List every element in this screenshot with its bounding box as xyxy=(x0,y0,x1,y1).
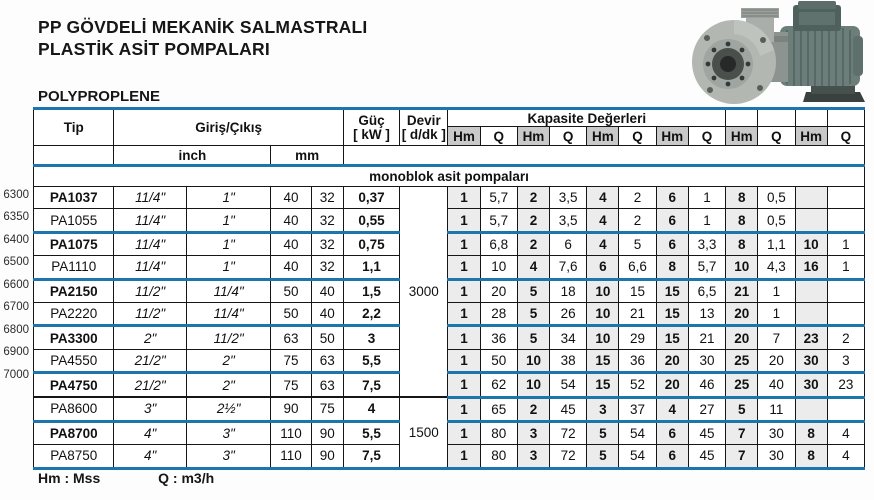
cell-hm: 20 xyxy=(726,302,758,325)
pump-table-body xyxy=(34,187,865,469)
cell-hm: 5 xyxy=(517,279,549,302)
table-row xyxy=(34,232,865,255)
cell-inlet-inch: 11/2" xyxy=(114,302,186,325)
cell-hm: 15 xyxy=(587,373,619,397)
cell-outlet-mm: 32 xyxy=(311,232,343,255)
cell-hm: 8 xyxy=(726,232,758,255)
cell-q: 45 xyxy=(688,445,725,468)
cell-outlet-inch: 3" xyxy=(186,445,270,468)
cell-outlet-mm: 63 xyxy=(311,373,343,397)
cell-q: 5,7 xyxy=(480,209,517,232)
cell-q xyxy=(827,397,864,421)
cell-model: PA8750 xyxy=(34,445,114,468)
cell-q: 62 xyxy=(480,373,517,397)
cell-q: 2 xyxy=(619,209,656,232)
section-header-monoblock: monoblok asit pompaları xyxy=(34,166,865,187)
cell-hm: 6 xyxy=(587,256,619,279)
cell-outlet-inch: 1" xyxy=(186,187,270,209)
cell-model: PA2150 xyxy=(34,279,114,302)
cell-q: 5,7 xyxy=(480,187,517,209)
cell-hm: 1 xyxy=(448,445,480,468)
cell-hm: 20 xyxy=(726,326,758,349)
cell-q xyxy=(827,302,864,325)
cell-q: 38 xyxy=(550,349,587,372)
cell-hm: 2 xyxy=(517,232,549,255)
page-title-line2: PLASTİK ASİT POMPALARI xyxy=(38,39,270,59)
cell-power-kw: 0,55 xyxy=(343,209,399,232)
q-legend: Q : m3/h xyxy=(158,470,215,486)
cell-hm: 1 xyxy=(448,349,480,372)
pump-spec-table xyxy=(33,107,865,470)
cell-q: 50 xyxy=(480,349,517,372)
page-title-line1: PP GÖVDELİ MEKANİK SALMASTRALI xyxy=(38,17,368,37)
cell-hm: 2 xyxy=(517,397,549,421)
cell-outlet-inch: 11/2" xyxy=(186,326,270,349)
cell-q xyxy=(827,279,864,302)
cell-hm: 3 xyxy=(587,397,619,421)
cell-hm: 1 xyxy=(448,232,480,255)
header-spacer xyxy=(758,109,795,127)
cell-hm xyxy=(795,187,827,209)
cell-hm: 4 xyxy=(517,256,549,279)
cell-q: 21 xyxy=(619,302,656,325)
cell-q: 80 xyxy=(480,445,517,468)
cell-hm: 4 xyxy=(587,232,619,255)
cell-hm: 21 xyxy=(726,279,758,302)
header-mm: mm xyxy=(271,146,343,166)
cell-hm: 15 xyxy=(656,279,688,302)
header-hm: Hm xyxy=(448,127,480,146)
cell-hm: 10 xyxy=(795,232,827,255)
cell-q: 3,3 xyxy=(688,232,725,255)
cell-hm: 5 xyxy=(517,302,549,325)
cell-model: PA8600 xyxy=(34,397,114,421)
header-q: Q xyxy=(758,127,795,146)
table-row xyxy=(34,256,865,279)
cell-inlet-mm: 50 xyxy=(271,302,311,325)
cell-outlet-mm: 90 xyxy=(311,445,343,468)
cell-hm: 4 xyxy=(587,209,619,232)
header-power-label: Güç xyxy=(358,112,385,128)
table-row xyxy=(34,302,865,325)
cell-model: PA3300 xyxy=(34,326,114,349)
cell-inlet-mm: 90 xyxy=(271,397,311,421)
cell-q: 4,3 xyxy=(758,256,795,279)
header-inch: inch xyxy=(114,146,271,166)
cell-q: 1 xyxy=(827,232,864,255)
cell-power-kw: 7,5 xyxy=(343,373,399,397)
cell-q: 54 xyxy=(619,445,656,468)
cell-power-kw: 5,5 xyxy=(343,421,399,444)
cell-inlet-inch: 4" xyxy=(114,421,186,444)
header-q: Q xyxy=(550,127,587,146)
cell-q: 30 xyxy=(688,349,725,372)
cell-outlet-mm: 32 xyxy=(311,187,343,209)
cell-hm: 30 xyxy=(795,349,827,372)
cell-model: PA1110 xyxy=(34,256,114,279)
cell-q: 3 xyxy=(827,349,864,372)
header-hm: Hm xyxy=(517,127,549,146)
cell-hm xyxy=(795,279,827,302)
pump-photo-illustration xyxy=(690,0,874,106)
cell-hm: 10 xyxy=(517,349,549,372)
cell-rpm: 3000 xyxy=(400,187,448,398)
cell-power-kw: 3 xyxy=(343,326,399,349)
cell-inlet-mm: 40 xyxy=(271,232,311,255)
cell-q: 1 xyxy=(827,256,864,279)
hm-legend: Hm : Mss xyxy=(38,470,101,486)
cell-hm: 10 xyxy=(587,326,619,349)
cell-outlet-mm: 75 xyxy=(311,397,343,421)
header-hm: Hm xyxy=(656,127,688,146)
row-number: 6700 xyxy=(3,301,29,314)
cell-hm: 5 xyxy=(517,326,549,349)
cell-q: 30 xyxy=(758,421,795,444)
header-q: Q xyxy=(619,127,656,146)
header-hm: Hm xyxy=(726,127,758,146)
cell-inlet-inch: 11/4" xyxy=(114,187,186,209)
cell-outlet-mm: 40 xyxy=(311,302,343,325)
cell-q: 45 xyxy=(550,397,587,421)
header-rpm xyxy=(400,109,448,146)
header-q: Q xyxy=(688,127,725,146)
cell-inlet-inch: 21/2" xyxy=(114,349,186,372)
row-number: 6300 xyxy=(3,189,29,201)
cell-outlet-inch: 2" xyxy=(186,349,270,372)
cell-inlet-inch: 4" xyxy=(114,445,186,468)
cell-outlet-mm: 50 xyxy=(311,326,343,349)
header-hm: Hm xyxy=(795,127,827,146)
cell-hm: 5 xyxy=(587,445,619,468)
cell-inlet-mm: 75 xyxy=(271,349,311,372)
cell-hm: 2 xyxy=(517,187,549,209)
cell-outlet-mm: 63 xyxy=(311,349,343,372)
cell-hm: 16 xyxy=(795,256,827,279)
header-inlet-outlet: Giriş/Çıkış xyxy=(114,109,343,146)
cell-hm: 10 xyxy=(587,302,619,325)
cell-q: 23 xyxy=(827,373,864,397)
cell-model: PA1055 xyxy=(34,209,114,232)
footer-legend xyxy=(38,470,268,486)
cell-hm: 1 xyxy=(448,209,480,232)
cell-power-kw: 0,37 xyxy=(343,187,399,209)
cell-inlet-inch: 11/2" xyxy=(114,279,186,302)
cell-outlet-inch: 1" xyxy=(186,209,270,232)
cell-q: 72 xyxy=(550,445,587,468)
cell-inlet-inch: 11/4" xyxy=(114,209,186,232)
cell-q: 2 xyxy=(827,326,864,349)
cell-inlet-mm: 40 xyxy=(271,187,311,209)
cell-q: 20 xyxy=(758,349,795,372)
cell-hm: 20 xyxy=(656,373,688,397)
cell-q: 37 xyxy=(619,397,656,421)
page-title xyxy=(38,16,508,60)
cell-hm: 15 xyxy=(656,302,688,325)
cell-power-kw: 2,2 xyxy=(343,302,399,325)
cell-inlet-mm: 50 xyxy=(271,279,311,302)
cell-hm: 3 xyxy=(517,421,549,444)
cell-q: 18 xyxy=(550,279,587,302)
cell-hm: 10 xyxy=(726,256,758,279)
cell-hm: 20 xyxy=(656,349,688,372)
cell-outlet-inch: 1" xyxy=(186,256,270,279)
cell-hm xyxy=(795,209,827,232)
cell-model: PA1037 xyxy=(34,187,114,209)
cell-outlet-inch: 1" xyxy=(186,232,270,255)
cell-model: PA4550 xyxy=(34,349,114,372)
cell-q: 28 xyxy=(480,302,517,325)
cell-hm: 6 xyxy=(656,187,688,209)
header-power-unit: [ kW ] xyxy=(353,126,390,142)
cell-outlet-mm: 40 xyxy=(311,279,343,302)
cell-inlet-mm: 40 xyxy=(271,256,311,279)
cell-q: 30 xyxy=(758,445,795,468)
cell-q: 34 xyxy=(550,326,587,349)
cell-q: 1 xyxy=(758,302,795,325)
cell-q: 54 xyxy=(619,421,656,444)
table-row xyxy=(34,326,865,349)
cell-q: 80 xyxy=(480,421,517,444)
cell-hm: 8 xyxy=(795,421,827,444)
header-q: Q xyxy=(827,127,864,146)
table-row xyxy=(34,279,865,302)
cell-q: 0,5 xyxy=(758,209,795,232)
cell-hm: 6 xyxy=(656,209,688,232)
cell-outlet-mm: 32 xyxy=(311,256,343,279)
cell-hm: 1 xyxy=(448,256,480,279)
cell-inlet-inch: 3" xyxy=(114,397,186,421)
cell-q: 5,7 xyxy=(688,256,725,279)
header-capacity-values: Kapasite Değerleri xyxy=(448,109,726,127)
cell-model: PA4750 xyxy=(34,373,114,397)
cell-outlet-inch: 3" xyxy=(186,421,270,444)
cell-q: 1,1 xyxy=(758,232,795,255)
cell-q: 3,5 xyxy=(550,187,587,209)
cell-q: 4 xyxy=(827,421,864,444)
cell-hm: 7 xyxy=(726,421,758,444)
header-blank xyxy=(34,146,114,166)
cell-hm: 7 xyxy=(726,445,758,468)
cell-q: 40 xyxy=(758,373,795,397)
cell-power-kw: 7,5 xyxy=(343,445,399,468)
cell-power-kw: 4 xyxy=(343,397,399,421)
cell-hm: 10 xyxy=(587,279,619,302)
cell-hm: 6 xyxy=(656,232,688,255)
cell-inlet-inch: 11/4" xyxy=(114,256,186,279)
header-power xyxy=(343,109,399,146)
cell-hm: 8 xyxy=(726,209,758,232)
cell-hm: 1 xyxy=(448,397,480,421)
table-row xyxy=(34,349,865,372)
cell-q: 36 xyxy=(480,326,517,349)
cell-outlet-mm: 32 xyxy=(311,209,343,232)
cell-hm: 5 xyxy=(587,421,619,444)
cell-outlet-inch: 11/4" xyxy=(186,302,270,325)
row-number: 7000 xyxy=(3,368,29,381)
cell-q: 13 xyxy=(688,302,725,325)
header-rpm-label: Devir xyxy=(406,112,441,128)
cell-q: 72 xyxy=(550,421,587,444)
cell-inlet-inch: 11/4" xyxy=(114,232,186,255)
cell-q: 27 xyxy=(688,397,725,421)
cell-q: 52 xyxy=(619,373,656,397)
cell-model: PA2220 xyxy=(34,302,114,325)
table-row xyxy=(34,397,865,421)
cell-inlet-inch: 2" xyxy=(114,326,186,349)
cell-hm: 4 xyxy=(656,397,688,421)
cell-q: 20 xyxy=(480,279,517,302)
cell-hm: 25 xyxy=(726,373,758,397)
material-subtitle: POLYPROPLENE xyxy=(38,88,160,105)
cell-hm: 30 xyxy=(795,373,827,397)
cell-q xyxy=(827,209,864,232)
row-number: 6500 xyxy=(3,256,29,269)
header-spacer xyxy=(795,109,827,127)
cell-q: 4 xyxy=(827,445,864,468)
row-number: 6800 xyxy=(3,323,29,336)
header-q: Q xyxy=(480,127,517,146)
cell-q: 6 xyxy=(550,232,587,255)
cell-outlet-inch: 11/4" xyxy=(186,279,270,302)
cell-inlet-mm: 110 xyxy=(271,421,311,444)
cell-q: 46 xyxy=(688,373,725,397)
table-row xyxy=(34,187,865,209)
row-number: 6600 xyxy=(3,278,29,291)
cell-q: 2 xyxy=(619,187,656,209)
cell-hm: 8 xyxy=(656,256,688,279)
cell-q: 65 xyxy=(480,397,517,421)
cell-hm: 1 xyxy=(448,373,480,397)
cell-hm: 1 xyxy=(448,279,480,302)
cell-hm: 6 xyxy=(656,445,688,468)
cell-q: 3,5 xyxy=(550,209,587,232)
cell-model: PA1075 xyxy=(34,232,114,255)
cell-q: 15 xyxy=(619,279,656,302)
cell-q: 1 xyxy=(688,209,725,232)
row-number: 6350 xyxy=(3,211,29,224)
cell-hm: 15 xyxy=(587,349,619,372)
cell-hm: 5 xyxy=(726,397,758,421)
margin-numbers xyxy=(0,184,29,386)
cell-q: 54 xyxy=(550,373,587,397)
cell-hm: 15 xyxy=(656,326,688,349)
cell-hm: 4 xyxy=(587,187,619,209)
header-spacer xyxy=(827,109,864,127)
cell-hm: 25 xyxy=(726,349,758,372)
cell-q: 26 xyxy=(550,302,587,325)
cell-inlet-mm: 110 xyxy=(271,445,311,468)
cell-q: 6,6 xyxy=(619,256,656,279)
cell-hm: 3 xyxy=(517,445,549,468)
cell-hm xyxy=(795,302,827,325)
cell-q: 1 xyxy=(688,187,725,209)
cell-power-kw: 1,5 xyxy=(343,279,399,302)
table-row xyxy=(34,445,865,468)
cell-q: 6,5 xyxy=(688,279,725,302)
cell-outlet-inch: 2½" xyxy=(186,397,270,421)
cell-q xyxy=(827,187,864,209)
cell-hm: 1 xyxy=(448,326,480,349)
cell-inlet-inch: 21/2" xyxy=(114,373,186,397)
header-hm: Hm xyxy=(587,127,619,146)
header-spacer xyxy=(726,109,758,127)
cell-hm: 1 xyxy=(448,302,480,325)
cell-q: 1 xyxy=(758,279,795,302)
cell-hm: 6 xyxy=(656,421,688,444)
cell-q: 5 xyxy=(619,232,656,255)
cell-q: 11 xyxy=(758,397,795,421)
header-rpm-unit: [ d/dk ] xyxy=(401,126,446,142)
row-number: 6900 xyxy=(3,346,29,359)
row-number: 6400 xyxy=(3,233,29,246)
cell-power-kw: 5,5 xyxy=(343,349,399,372)
cell-hm: 8 xyxy=(726,187,758,209)
table-row xyxy=(34,421,865,444)
cell-inlet-mm: 75 xyxy=(271,373,311,397)
cell-hm: 1 xyxy=(448,187,480,209)
cell-q: 0,5 xyxy=(758,187,795,209)
cell-q: 7 xyxy=(758,326,795,349)
cell-power-kw: 1,1 xyxy=(343,256,399,279)
cell-q: 7,6 xyxy=(550,256,587,279)
cell-power-kw: 0,75 xyxy=(343,232,399,255)
cell-q: 45 xyxy=(688,421,725,444)
table-row xyxy=(34,209,865,232)
header-tip: Tip xyxy=(34,109,114,146)
cell-outlet-inch: 2" xyxy=(186,373,270,397)
cell-q: 36 xyxy=(619,349,656,372)
cell-hm: 2 xyxy=(517,209,549,232)
table-row xyxy=(34,373,865,397)
cell-rpm: 1500 xyxy=(400,397,448,468)
cell-model: PA8700 xyxy=(34,421,114,444)
cell-hm: 23 xyxy=(795,326,827,349)
cell-inlet-mm: 40 xyxy=(271,209,311,232)
cell-outlet-mm: 90 xyxy=(311,421,343,444)
cell-hm: 10 xyxy=(517,373,549,397)
cell-hm: 1 xyxy=(448,421,480,444)
cell-hm xyxy=(795,397,827,421)
header-blank-wide xyxy=(343,146,864,166)
cell-q: 21 xyxy=(688,326,725,349)
cell-inlet-mm: 63 xyxy=(271,326,311,349)
cell-hm: 8 xyxy=(795,445,827,468)
cell-q: 6,8 xyxy=(480,232,517,255)
cell-q: 10 xyxy=(480,256,517,279)
cell-q: 29 xyxy=(619,326,656,349)
